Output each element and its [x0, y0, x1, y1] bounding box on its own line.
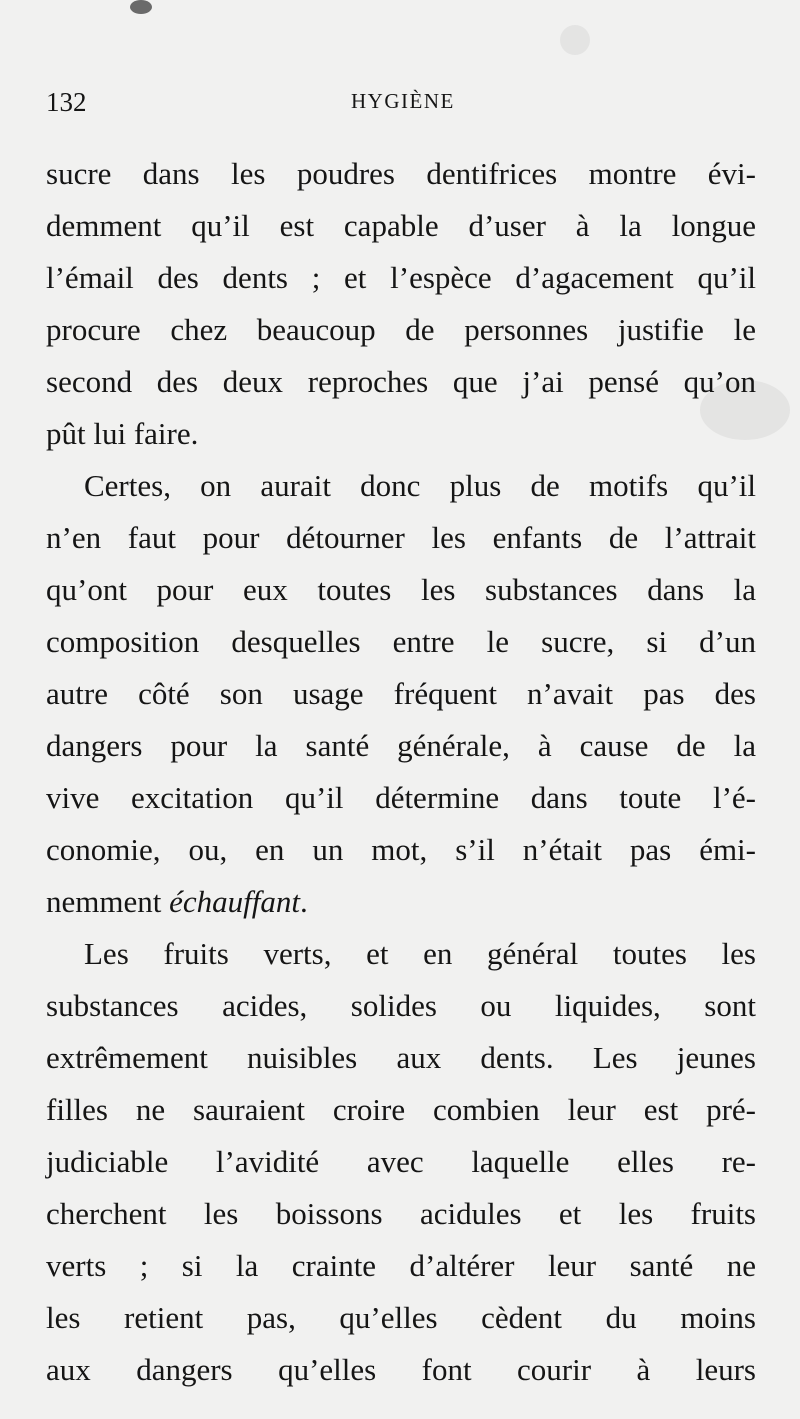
page-header	[46, 86, 746, 126]
text-line: n’en faut pour détourner les enfants de l’attrait	[46, 520, 756, 555]
text-line: demment qu’il est capable d’user à la longue	[46, 208, 756, 243]
paragraph-1	[46, 148, 756, 460]
italic-word: échauffant	[169, 884, 300, 919]
text-line: cherchent les boissons acidules et les fruits	[46, 1196, 756, 1231]
running-title: HYGIÈNE	[351, 89, 455, 113]
text-line: dangers pour la santé générale, à cause de la	[46, 728, 756, 763]
text-line: procure chez beaucoup de personnes justifie le	[46, 312, 756, 347]
text-line: extrêmement nuisibles aux dents. Les jeunes	[46, 1040, 756, 1075]
text-line: Les fruits verts, et en général toutes les	[84, 936, 756, 971]
text-fragment: .	[299, 884, 308, 919]
text-line: conomie, ou, en un mot, s’il n’était pas émi-	[46, 832, 756, 867]
text-line: composition desquelles entre le sucre, si d’un	[46, 624, 756, 659]
page-number: 132	[46, 87, 87, 117]
text-line: vive excitation qu’il détermine dans toute l’é-	[46, 780, 756, 815]
text-line: autre côté son usage fréquent n’avait pas des	[46, 676, 756, 711]
text-line-last	[46, 876, 756, 928]
paragraph-2	[46, 460, 756, 928]
text-line: Certes, on aurait donc plus de motifs qu’il	[84, 468, 756, 503]
text-line: aux dangers qu’elles font courir à leurs	[46, 1352, 756, 1387]
text-line: judiciable l’avidité avec laquelle elles re-	[46, 1144, 756, 1179]
text-line: qu’ont pour eux toutes les substances dans la	[46, 572, 756, 607]
text-line: l’émail des dents ; et l’espèce d’agacement qu’il	[46, 260, 756, 295]
text-line: second des deux reproches que j’ai pensé qu’on	[46, 364, 756, 399]
text-line: pût lui faire.	[46, 416, 199, 451]
body-text	[46, 148, 756, 1396]
text-fragment: nemment	[46, 884, 170, 919]
text-line: verts ; si la crainte d’altérer leur santé ne	[46, 1248, 756, 1283]
text-line: substances acides, solides ou liquides, sont	[46, 988, 756, 1023]
text-line: les retient pas, qu’elles cèdent du moins	[46, 1300, 756, 1335]
paragraph-3	[46, 928, 756, 1396]
text-line: filles ne sauraient croire combien leur est pré-	[46, 1092, 756, 1127]
ink-speck	[130, 0, 152, 14]
text-line: sucre dans les poudres dentifrices montre évi-	[46, 156, 756, 191]
show-through-stain	[560, 25, 590, 55]
